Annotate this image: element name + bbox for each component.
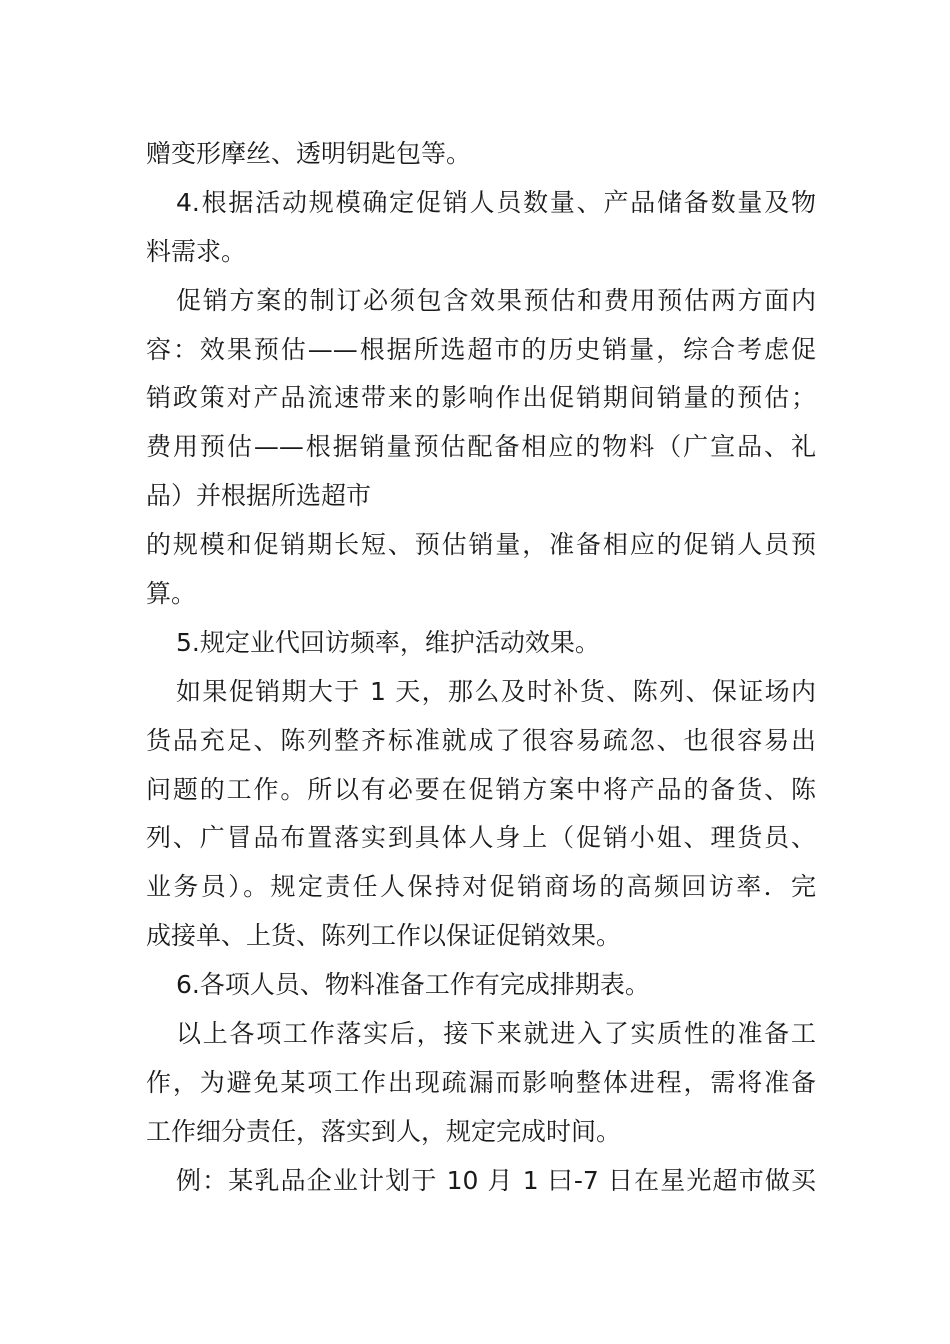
text-line: 算。 bbox=[146, 579, 197, 609]
text-line: 费用预估——根据销量预估配备相应的物料（广宣品、礼 bbox=[146, 432, 816, 462]
text-line: 列、广冒品布置落实到具体人身上（促销小姐、理货员、 bbox=[146, 823, 816, 853]
text-line-item-5: 5.规定业代回访频率，维护活动效果。 bbox=[176, 627, 600, 657]
text-line: 工作细分责任，落实到人，规定完成时间。 bbox=[146, 1116, 622, 1146]
text-line: 货品充足、陈列整齐标准就成了很容易疏忽、也很容易出 bbox=[146, 725, 816, 755]
text-line: 成接单、上货、陈列工作以保证促销效果。 bbox=[146, 921, 622, 951]
body-text bbox=[146, 130, 816, 1206]
text-line-paragraph-start: 促销方案的制订必须包含效果预估和费用预估两方面内 bbox=[176, 285, 816, 315]
text-line-item-6: 6.各项人员、物料准备工作有完成排期表。 bbox=[176, 970, 650, 1000]
text-line: 业务员）。规定责任人保持对促销商场的高频回访率．完 bbox=[146, 872, 816, 902]
text-line: 问题的工作。所以有必要在促销方案中将产品的备货、陈 bbox=[146, 774, 816, 804]
text-line: 作，为避免某项工作出现疏漏而影响整体进程，需将准备 bbox=[146, 1067, 816, 1097]
text-line: 销政策对产品流速带来的影响作出促销期间销量的预估； bbox=[146, 383, 816, 413]
text-line: 容：效果预估——根据所选超市的历史销量，综合考虑促 bbox=[146, 334, 816, 364]
text-line: 品）并根据所选超市 bbox=[146, 481, 372, 511]
text-line-paragraph-start: 以上各项工作落实后，接下来就进入了实质性的准备工 bbox=[176, 1019, 816, 1049]
text-line-item-4: 4.根据活动规模确定促销人员数量、产品储备数量及物 bbox=[176, 187, 816, 217]
text-line: 的规模和促销期长短、预估销量，准备相应的促销人员预 bbox=[146, 530, 816, 560]
text-line-example-start: 例：某乳品企业计划于 10 月 1 曰-7 日在星光超市做买 bbox=[176, 1165, 816, 1195]
text-line-continuation: 赠变形摩丝、透明钥匙包等。 bbox=[146, 139, 472, 168]
text-line: 料需求。 bbox=[146, 236, 247, 266]
text-line-paragraph-start: 如果促销期大于 1 天，那么及时补货、陈列、保证场内 bbox=[176, 676, 816, 706]
